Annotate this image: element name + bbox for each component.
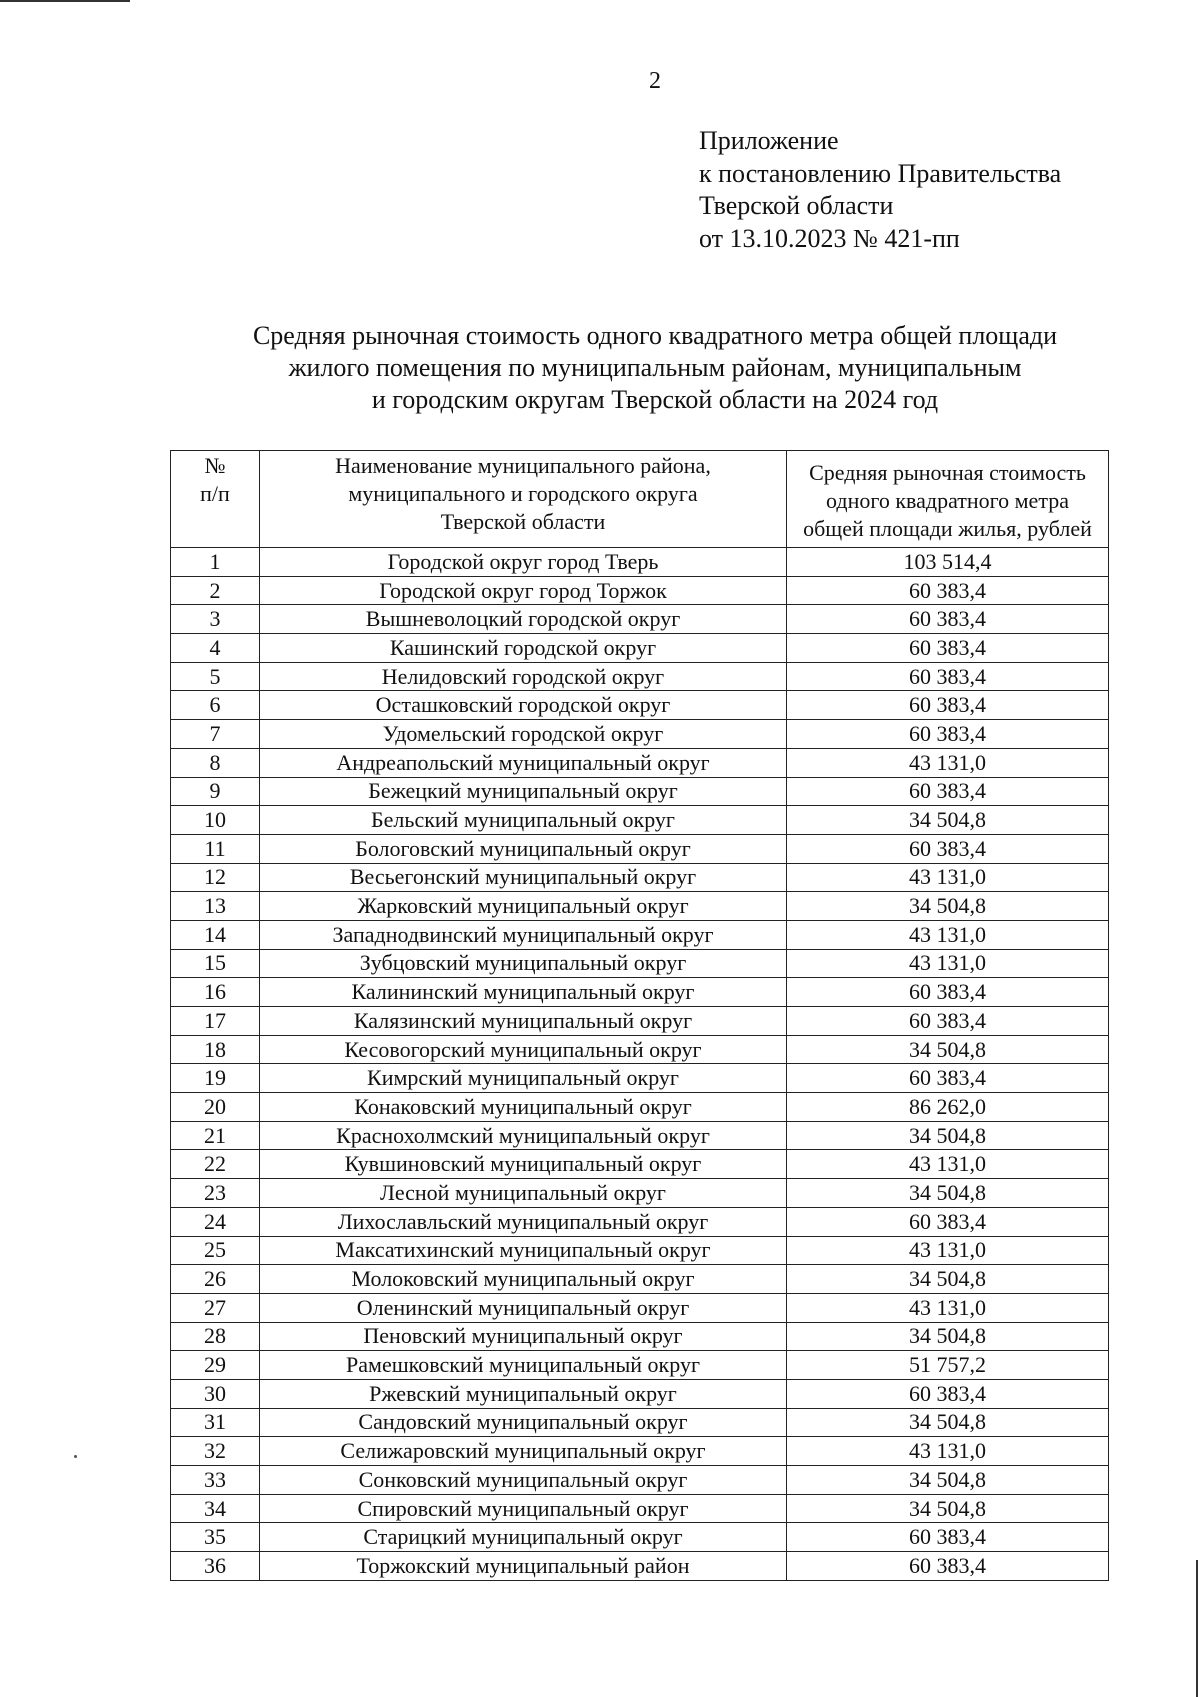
row-price-cell: 60 383,4: [787, 777, 1109, 806]
table-row: [171, 720, 1109, 749]
table-row: [171, 1351, 1109, 1380]
row-number-cell: 21: [171, 1121, 260, 1150]
appendix-line: к постановлению Правительства: [699, 158, 1062, 188]
table-row: [171, 691, 1109, 720]
row-number-cell: 17: [171, 1007, 260, 1036]
row-name-cell: Конаковский муниципальный округ: [260, 1093, 787, 1122]
table-row: [171, 748, 1109, 777]
header-line: п/п: [200, 481, 230, 506]
row-price-cell: 60 383,4: [787, 1379, 1109, 1408]
row-number-cell: 11: [171, 834, 260, 863]
row-price-cell: 86 262,0: [787, 1093, 1109, 1122]
table-row: [171, 1293, 1109, 1322]
row-name-cell: Лесной муниципальный округ: [260, 1179, 787, 1208]
table-row: [171, 892, 1109, 921]
row-number-cell: 36: [171, 1552, 260, 1581]
table-row: [171, 863, 1109, 892]
table-row: [171, 1466, 1109, 1495]
table-row: [171, 1265, 1109, 1294]
table-row: [171, 1379, 1109, 1408]
row-price-cell: 43 131,0: [787, 863, 1109, 892]
table-row: [171, 1064, 1109, 1093]
row-number-cell: 18: [171, 1035, 260, 1064]
table-row: [171, 1494, 1109, 1523]
row-name-cell: Лихославльский муниципальный округ: [260, 1207, 787, 1236]
appendix-line: от 13.10.2023 № 421-пп: [699, 223, 960, 253]
row-name-cell: Жарковский муниципальный округ: [260, 892, 787, 921]
row-name-cell: Городской округ город Тверь: [260, 548, 787, 577]
row-name-cell: Калязинский муниципальный округ: [260, 1007, 787, 1036]
document-title: [175, 320, 1135, 416]
row-number-cell: 1: [171, 548, 260, 577]
appendix-line: Приложение: [699, 126, 839, 155]
table-row: [171, 1179, 1109, 1208]
header-number: [171, 451, 260, 548]
row-name-cell: Вышневолоцкий городской округ: [260, 605, 787, 634]
row-number-cell: 9: [171, 777, 260, 806]
row-price-cell: 43 131,0: [787, 949, 1109, 978]
row-price-cell: 34 504,8: [787, 1408, 1109, 1437]
scan-edge-mark-right: [1196, 1560, 1198, 1697]
title-line: и городским округам Тверской области на 2024 год: [371, 385, 939, 414]
row-number-cell: 24: [171, 1207, 260, 1236]
row-price-cell: 60 383,4: [787, 605, 1109, 634]
header-line: Наименование муниципального района,: [335, 453, 711, 478]
row-price-cell: 60 383,4: [787, 720, 1109, 749]
row-number-cell: 34: [171, 1494, 260, 1523]
row-number-cell: 25: [171, 1236, 260, 1265]
row-number-cell: 4: [171, 634, 260, 663]
header-line: Тверской области: [440, 509, 606, 534]
table-row: [171, 1121, 1109, 1150]
table-header-row: [171, 451, 1109, 548]
row-number-cell: 28: [171, 1322, 260, 1351]
row-number-cell: 33: [171, 1466, 260, 1495]
table-row: [171, 605, 1109, 634]
table-body: [171, 548, 1109, 1581]
row-price-cell: 43 131,0: [787, 1437, 1109, 1466]
row-name-cell: Селижаровский муниципальный округ: [260, 1437, 787, 1466]
row-price-cell: 43 131,0: [787, 748, 1109, 777]
header-line: Средняя рыночная стоимость: [809, 460, 1086, 485]
row-number-cell: 5: [171, 662, 260, 691]
header-line: общей площади жилья, рублей: [803, 516, 1092, 541]
table-row: [171, 834, 1109, 863]
appendix-line: Тверской области: [699, 191, 894, 220]
row-number-cell: 16: [171, 978, 260, 1007]
row-name-cell: Кесовогорский муниципальный округ: [260, 1035, 787, 1064]
row-price-cell: 34 504,8: [787, 1035, 1109, 1064]
row-name-cell: Осташковский городской округ: [260, 691, 787, 720]
table-row: [171, 634, 1109, 663]
table-row: [171, 548, 1109, 577]
row-number-cell: 3: [171, 605, 260, 634]
title-line: Средняя рыночная стоимость одного квадратного метра общей площади: [252, 321, 1058, 350]
row-number-cell: 20: [171, 1093, 260, 1122]
row-price-cell: 34 504,8: [787, 1466, 1109, 1495]
table-row: [171, 1150, 1109, 1179]
row-number-cell: 15: [171, 949, 260, 978]
table-row: [171, 1035, 1109, 1064]
table-row: [171, 806, 1109, 835]
row-price-cell: 60 383,4: [787, 978, 1109, 1007]
row-price-cell: 60 383,4: [787, 1523, 1109, 1552]
row-number-cell: 7: [171, 720, 260, 749]
row-name-cell: Рамешковский муниципальный округ: [260, 1351, 787, 1380]
row-number-cell: 35: [171, 1523, 260, 1552]
row-number-cell: 32: [171, 1437, 260, 1466]
row-price-cell: 34 504,8: [787, 1322, 1109, 1351]
row-number-cell: 13: [171, 892, 260, 921]
row-name-cell: Торжокский муниципальный район: [260, 1552, 787, 1581]
row-name-cell: Максатихинский муниципальный округ: [260, 1236, 787, 1265]
row-number-cell: 14: [171, 920, 260, 949]
table-row: [171, 949, 1109, 978]
row-number-cell: 30: [171, 1379, 260, 1408]
row-name-cell: Западнодвинский муниципальный округ: [260, 920, 787, 949]
row-name-cell: Молоковский муниципальный округ: [260, 1265, 787, 1294]
row-name-cell: Кашинский городской округ: [260, 634, 787, 663]
row-number-cell: 2: [171, 576, 260, 605]
table-row: [171, 1007, 1109, 1036]
row-price-cell: 43 131,0: [787, 1293, 1109, 1322]
row-name-cell: Бологовский муниципальный округ: [260, 834, 787, 863]
row-name-cell: Кимрский муниципальный округ: [260, 1064, 787, 1093]
row-name-cell: Зубцовский муниципальный округ: [260, 949, 787, 978]
row-number-cell: 19: [171, 1064, 260, 1093]
table-row: [171, 662, 1109, 691]
row-name-cell: Сонковский муниципальный округ: [260, 1466, 787, 1495]
row-price-cell: 43 131,0: [787, 1150, 1109, 1179]
table-row: [171, 777, 1109, 806]
row-name-cell: Оленинский муниципальный округ: [260, 1293, 787, 1322]
row-name-cell: Бежецкий муниципальный округ: [260, 777, 787, 806]
row-name-cell: Городской округ город Торжок: [260, 576, 787, 605]
row-price-cell: 43 131,0: [787, 1236, 1109, 1265]
row-price-cell: 60 383,4: [787, 576, 1109, 605]
row-price-cell: 34 504,8: [787, 1265, 1109, 1294]
row-number-cell: 23: [171, 1179, 260, 1208]
row-price-cell: 60 383,4: [787, 634, 1109, 663]
page-number: 2: [649, 68, 661, 94]
scan-speck: [74, 1455, 77, 1458]
row-number-cell: 27: [171, 1293, 260, 1322]
row-name-cell: Удомельский городской округ: [260, 720, 787, 749]
table-row: [171, 1523, 1109, 1552]
row-price-cell: 60 383,4: [787, 1552, 1109, 1581]
table-row: [171, 1236, 1109, 1265]
table-row: [171, 1207, 1109, 1236]
row-price-cell: 34 504,8: [787, 1179, 1109, 1208]
row-name-cell: Весьегонский муниципальный округ: [260, 863, 787, 892]
row-name-cell: Калининский муниципальный округ: [260, 978, 787, 1007]
row-name-cell: Старицкий муниципальный округ: [260, 1523, 787, 1552]
row-number-cell: 6: [171, 691, 260, 720]
row-name-cell: Пеновский муниципальный округ: [260, 1322, 787, 1351]
table-row: [171, 1093, 1109, 1122]
row-number-cell: 31: [171, 1408, 260, 1437]
row-name-cell: Андреапольский муниципальный округ: [260, 748, 787, 777]
row-price-cell: 34 504,8: [787, 1494, 1109, 1523]
row-number-cell: 26: [171, 1265, 260, 1294]
title-line: жилого помещения по муниципальным районам, муниципальным: [288, 353, 1022, 382]
table-row: [171, 920, 1109, 949]
header-price: [787, 451, 1109, 548]
row-number-cell: 10: [171, 806, 260, 835]
header-name: [260, 451, 787, 548]
row-price-cell: 60 383,4: [787, 662, 1109, 691]
row-number-cell: 29: [171, 1351, 260, 1380]
row-name-cell: Кувшиновский муниципальный округ: [260, 1150, 787, 1179]
row-price-cell: 51 757,2: [787, 1351, 1109, 1380]
price-table: [170, 450, 1109, 1581]
table-row: [171, 1408, 1109, 1437]
row-price-cell: 60 383,4: [787, 834, 1109, 863]
header-line: муниципального и городского округа: [348, 481, 698, 506]
table-row: [171, 1552, 1109, 1581]
row-price-cell: 43 131,0: [787, 920, 1109, 949]
row-name-cell: Спировский муниципальный округ: [260, 1494, 787, 1523]
row-number-cell: 8: [171, 748, 260, 777]
row-number-cell: 12: [171, 863, 260, 892]
row-name-cell: Сандовский муниципальный округ: [260, 1408, 787, 1437]
row-price-cell: 34 504,8: [787, 806, 1109, 835]
header-line: одного квадратного метра: [826, 488, 1069, 513]
row-name-cell: Ржевский муниципальный округ: [260, 1379, 787, 1408]
row-name-cell: Нелидовский городской округ: [260, 662, 787, 691]
appendix-block: [699, 125, 1061, 255]
row-price-cell: 60 383,4: [787, 691, 1109, 720]
row-number-cell: 22: [171, 1150, 260, 1179]
table-row: [171, 1437, 1109, 1466]
table-row: [171, 978, 1109, 1007]
row-price-cell: 60 383,4: [787, 1207, 1109, 1236]
row-price-cell: 60 383,4: [787, 1007, 1109, 1036]
table-row: [171, 576, 1109, 605]
row-price-cell: 60 383,4: [787, 1064, 1109, 1093]
row-price-cell: 103 514,4: [787, 548, 1109, 577]
table-row: [171, 1322, 1109, 1351]
row-name-cell: Краснохолмский муниципальный округ: [260, 1121, 787, 1150]
row-price-cell: 34 504,8: [787, 892, 1109, 921]
row-name-cell: Бельский муниципальный округ: [260, 806, 787, 835]
scan-edge-mark-top: [0, 0, 130, 2]
header-line: №: [204, 453, 226, 478]
row-price-cell: 34 504,8: [787, 1121, 1109, 1150]
